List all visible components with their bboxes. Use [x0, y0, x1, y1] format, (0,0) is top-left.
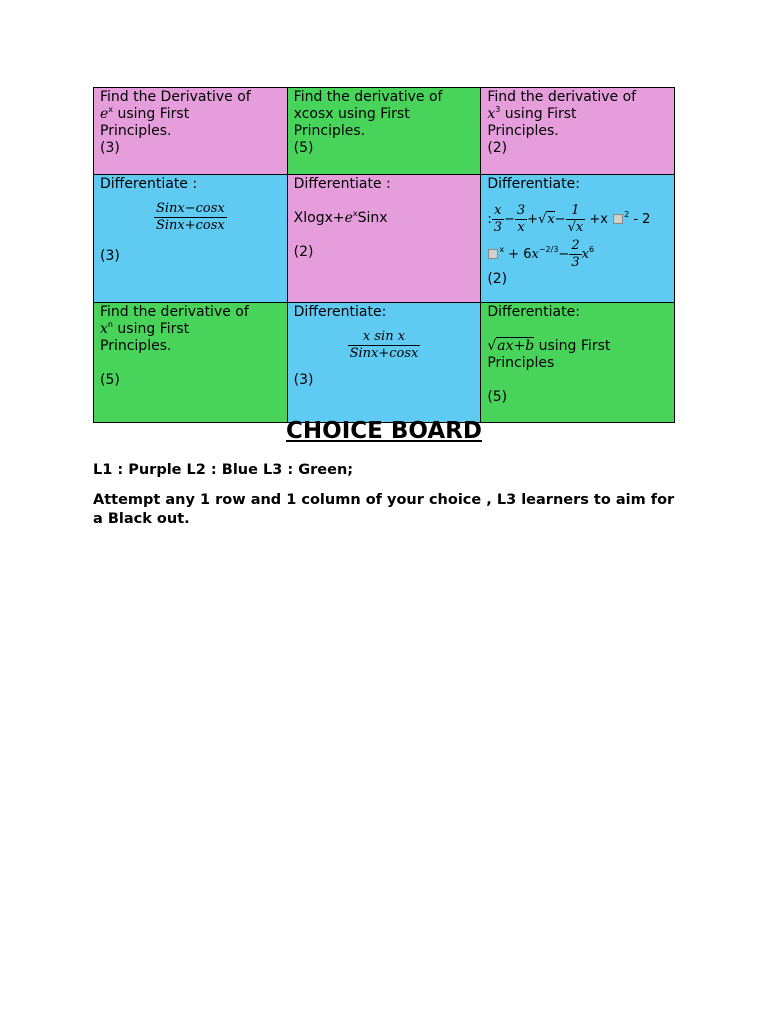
- cell-r1c3: [481, 88, 675, 175]
- marks: (5): [293, 140, 314, 156]
- cell-r1c2: [287, 88, 481, 175]
- placeholder-box-icon: [488, 249, 498, 259]
- cell-r3c2: [287, 303, 481, 423]
- cell-text: Find the derivative of: [487, 89, 637, 105]
- cell-text: Find the derivative of: [293, 89, 443, 105]
- cell-text: Find the derivative of: [100, 304, 249, 320]
- math-expression: $^x + 6x^{-2/3}-$ $\frac{2}{3}$ $x^6$: [487, 238, 668, 271]
- sqrt-symbol: √: [487, 338, 497, 354]
- placeholder-box-icon: [613, 214, 623, 224]
- cell-heading: Differentiate:: [487, 176, 580, 192]
- choice-board-table: [93, 87, 675, 423]
- marks: (5): [100, 372, 120, 388]
- cell-text: using First: [113, 106, 190, 122]
- marks: (2): [487, 271, 508, 287]
- marks: (2): [293, 244, 314, 260]
- cell-r2c2: [287, 175, 481, 303]
- math-fraction: [348, 329, 421, 362]
- cell-r2c1: [94, 175, 288, 303]
- marks: (3): [100, 248, 120, 264]
- cell-text: Principles: [487, 355, 555, 371]
- cell-heading: Differentiate :: [100, 176, 198, 192]
- marks: (5): [487, 389, 508, 405]
- denominator: Sinx+cosx: [155, 218, 225, 233]
- cell-text: using First: [112, 321, 190, 337]
- math-radicand: ax+b: [497, 338, 535, 354]
- cell-text: Xlogx+: [293, 210, 345, 226]
- math-var: x: [487, 106, 496, 122]
- cell-text: using First: [500, 106, 577, 122]
- cell-text: Sinx: [357, 210, 388, 226]
- numerator: x sin x: [362, 329, 406, 344]
- instructions: Attempt any 1 row and 1 column of your choice , L3 learners to aim for a Black out.: [93, 492, 675, 527]
- cell-heading: Differentiate:: [487, 304, 580, 320]
- math-expression: : $\frac{x}{3}$ − $\frac{3}{x}$ +√x− $\frac{1}{√x}$ +x $^2$ - 2: [487, 203, 651, 235]
- cell-text: Principles.: [293, 123, 366, 139]
- cell-text: xcosx using First: [293, 106, 410, 122]
- cell-heading: Differentiate:: [293, 304, 387, 320]
- math-fraction: [154, 201, 227, 234]
- marks: (3): [293, 372, 314, 388]
- math-exp: x: [352, 209, 358, 218]
- page-title: CHOICE BOARD: [286, 418, 482, 444]
- cell-r3c3: [481, 303, 675, 423]
- cell-text: Find the Derivative of: [100, 89, 251, 105]
- cell-r1c1: [94, 88, 288, 175]
- math-exp: x: [108, 105, 114, 114]
- cell-r3c1: [94, 303, 288, 423]
- level-legend: L1 : Purple L2 : Blue L3 : Green;: [93, 462, 354, 478]
- cell-text: Principles.: [100, 338, 172, 354]
- math-exp: 3: [495, 105, 501, 114]
- cell-r2c3: [481, 175, 675, 303]
- table-row: [94, 303, 675, 423]
- math-var: e: [344, 210, 353, 226]
- table-row: [94, 88, 675, 175]
- marks: (2): [487, 140, 508, 156]
- cell-heading: Differentiate :: [293, 176, 391, 192]
- marks: (3): [100, 140, 120, 156]
- cell-text: Principles.: [100, 123, 172, 139]
- math-exp: n: [107, 320, 113, 329]
- math-var: e: [100, 106, 109, 122]
- cell-text: using First: [534, 338, 611, 354]
- table-row: [94, 175, 675, 303]
- denominator: Sinx+cosx: [349, 346, 419, 361]
- cell-text: Principles.: [487, 123, 559, 139]
- math-var: x: [100, 321, 108, 337]
- numerator: Sinx−cosx: [155, 201, 225, 216]
